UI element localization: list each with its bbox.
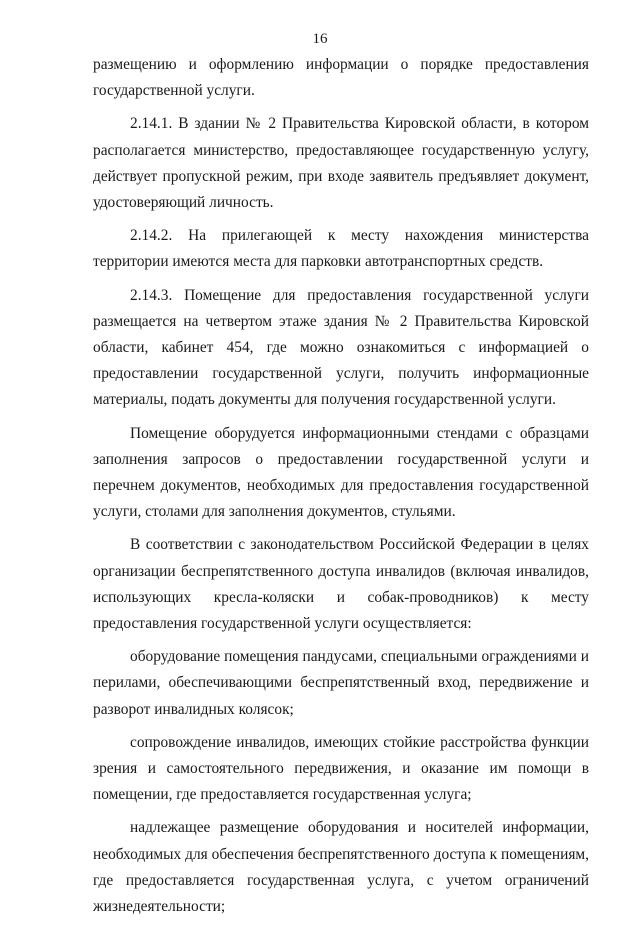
- page-number: 16: [312, 31, 328, 47]
- paragraph-continuation: размещению и оформлению информации о порядке предоставления государственной услуги.: [93, 56, 589, 100]
- paragraph-2-14-2: 2.14.2. На прилегающей к месту нахождения министерства территории имеются места для парковки автотранспортных средств.: [93, 227, 589, 271]
- document-body: [93, 52, 589, 927]
- paragraph-accessibility-intro: В соответствии с законодательством Российской Федерации в целях организации беспрепятственного доступа инвалидов (включая инвалидов, использующих кресла-коляски и собак-проводников) к месту предоставления государственной услуги осуществляется:: [93, 536, 589, 633]
- paragraph-escort: сопровождение инвалидов, имеющих стойкие расстройства функции зрения и самостоятельного передвижения, и оказание им помощи в помещении, где предоставляется государственная услуга;: [93, 733, 589, 804]
- paragraph-2-14-1: 2.14.1. В здании № 2 Правительства Кировской области, в котором располагается министерство, предоставляющее государственную услугу, действует пропускной режим, при входе заявитель предъявляет документ, удостоверяющий личность.: [93, 115, 589, 212]
- paragraph-information-stands: Помещение оборудуется информационными стендами с образцами заполнения запросов о предоставлении государственной услуги и перечнем документов, необходимых для предоставления государственной услуги, столами для заполнения документов, стульями.: [93, 424, 589, 521]
- paragraph-placement: надлежащее размещение оборудования и носителей информации, необходимых для обеспечения беспрепятственного доступа к помещениям, где предоставляется государственная услуга, с учетом ограничений жизнедеятельности;: [93, 819, 589, 916]
- paragraph-2-14-3: 2.14.3. Помещение для предоставления государственной услуги размещается на четвертом этаже здания № 2 Правительства Кировской области, кабинет 454, где можно ознакомиться с информацией о предоставлении государственной услуги, получить информационные материалы, подать документы для получения государственной услуги.: [93, 286, 589, 409]
- paragraph-equipment: оборудование помещения пандусами, специальными ограждениями и перилами, обеспечивающими беспрепятственный вход, передвижение и разворот инвалидных колясок;: [93, 648, 589, 718]
